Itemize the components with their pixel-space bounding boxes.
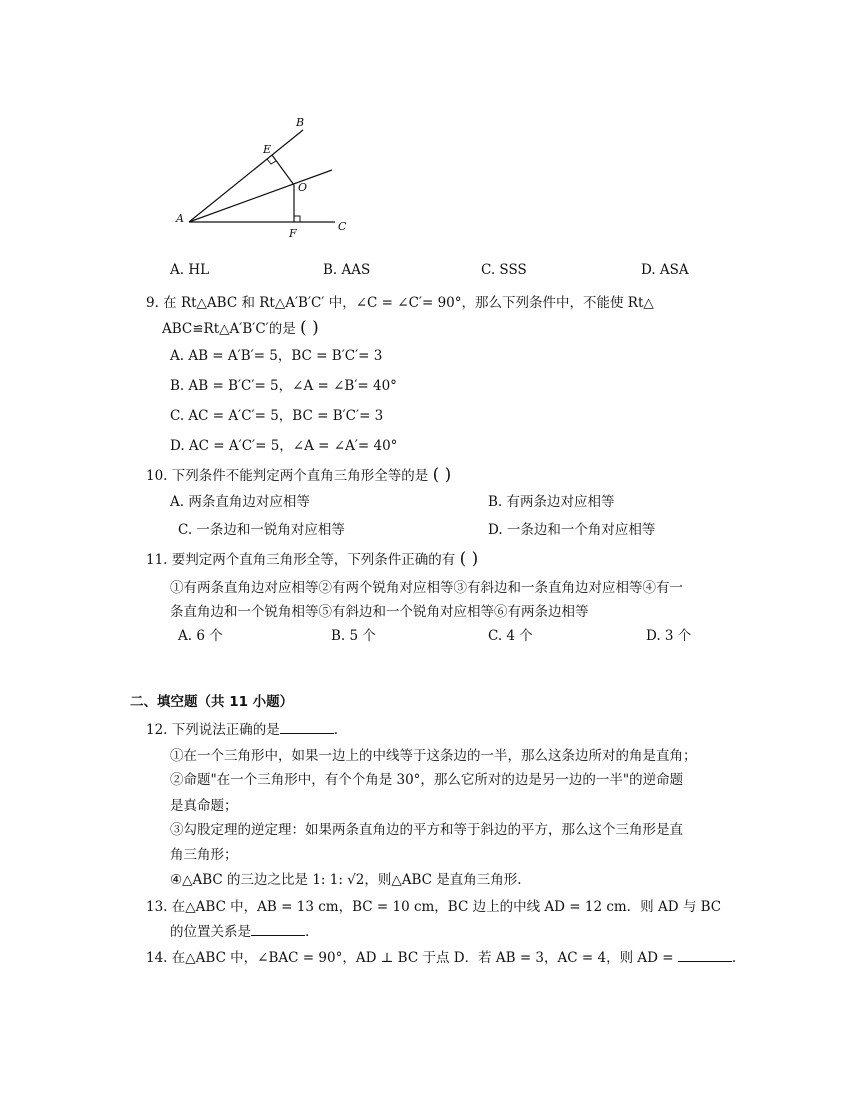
q9-option-a: A. AB = A′B′= 5，BC = B′C′= 3: [170, 348, 383, 364]
q12-item-4: ④△ABC 的三边之比是 1: 1: √2，则△ABC 是直角三角形.: [170, 872, 522, 888]
q9-stem-text: ABC≌Rt△A′B′C′的是: [162, 321, 296, 337]
q10-answer-paren: ( ): [432, 465, 452, 485]
q13-line2: [170, 920, 309, 940]
q9-stem-line2: [162, 317, 319, 338]
q12-item-1: ①在一个三角形中，如果一边上的中线等于这条边的一半，那么这条边所对的角是直角；: [170, 748, 697, 764]
q11-conditions-line1: ①有两条直角边对应相等②有两个锐角对应相等③有斜边和一条直角边对应相等④有一: [170, 580, 683, 596]
q12-item-2-cont: 是真命题；: [170, 798, 238, 814]
q9-option-c: C. AC = A′C′= 5，BC = B′C′= 3: [170, 408, 384, 424]
q10-stem-text: 10. 下列条件不能判定两个直角三角形全等的是: [146, 468, 429, 484]
q10-option-d: D. 一条边和一个角对应相等: [488, 522, 656, 538]
q11-option-a: A. 6 个: [178, 628, 223, 644]
q9-answer-paren: ( ): [300, 318, 319, 338]
q12-stem: [146, 718, 338, 738]
q12-item-3: ③勾股定理的逆定理：如果两条直角边的平方和等于斜边的平方，那么这个三角形是直: [170, 822, 683, 838]
q10-stem: [146, 464, 451, 485]
segment-EO: [272, 155, 294, 185]
q8-option-b: B. AAS: [323, 262, 371, 278]
q10-option-b: B. 有两条边对应相等: [488, 494, 615, 510]
q14-line: [146, 946, 736, 966]
right-angle-mark-E: [267, 159, 276, 164]
label-O: O: [298, 181, 308, 194]
label-E: E: [263, 143, 272, 156]
q14-answer-blank[interactable]: [678, 949, 732, 962]
q11-stem: [146, 548, 478, 569]
q10-option-c: C. 一条边和一锐角对应相等: [178, 522, 345, 538]
q11-option-b: B. 5 个: [331, 628, 376, 644]
q11-conditions-line2: 条直角边和一个锐角相等⑤有斜边和一个锐角对应相等⑥有两条边相等: [170, 604, 589, 620]
q11-answer-paren: ( ): [459, 549, 479, 569]
q14-end: .: [731, 950, 737, 966]
label-A: A: [176, 212, 184, 225]
label-C: C: [338, 220, 347, 233]
q13-line2-end: .: [305, 924, 310, 940]
ray-AO: [189, 170, 332, 222]
q12-stem-text: 12. 下列说法正确的是: [146, 722, 280, 738]
q12-stem-end: .: [333, 722, 339, 738]
q12-item-3-cont: 角三角形；: [170, 847, 238, 863]
q11-option-d: D. 3 个: [646, 628, 692, 644]
q11-stem-text: 11. 要判定两个直角三角形全等，下列条件正确的有: [146, 552, 456, 568]
q9-option-d: D. AC = A′C′= 5，∠A = ∠A′= 40°: [170, 438, 398, 454]
section-heading: 二、填空题（共 11 小题）: [130, 694, 294, 710]
right-angle-mark-F: [294, 216, 300, 222]
q11-option-c: C. 4 个: [488, 628, 533, 644]
q9-stem-line1: 9. 在 Rt△ABC 和 Rt△A′B′C′ 中，∠C = ∠C′= 90°，那么下列条件中，不能使 Rt△: [146, 295, 654, 311]
q12-answer-blank[interactable]: [280, 721, 334, 734]
q14-text: 14. 在△ABC 中，∠BAC = 90°，AD ⊥ BC 于点 D．若 AB = 3，AC = 4，则 AD =: [146, 950, 674, 966]
geometry-figure: [170, 110, 360, 245]
q8-option-d: D. ASA: [641, 262, 689, 278]
q13-line2-text: 的位置关系是: [170, 924, 251, 940]
label-F: F: [289, 227, 297, 240]
q9-option-b: B. AB = B′C′= 5，∠A = ∠B′= 40°: [170, 378, 397, 394]
q13-answer-blank[interactable]: [251, 923, 305, 936]
q12-item-2: ②命题"在一个三角形中，有个个角是 30°，那么它所对的边是另一边的一半"的逆命题: [170, 772, 684, 788]
q8-option-c: C. SSS: [481, 262, 527, 278]
ray-AB: [189, 130, 303, 222]
q13-line1: 13. 在△ABC 中，AB = 13 cm，BC = 10 cm，BC 边上的中线 AD = 12 cm．则 AD 与 BC: [146, 899, 722, 915]
q10-option-a: A. 两条直角边对应相等: [170, 494, 310, 510]
label-B: B: [296, 116, 305, 129]
q8-option-a: A. HL: [170, 262, 210, 278]
